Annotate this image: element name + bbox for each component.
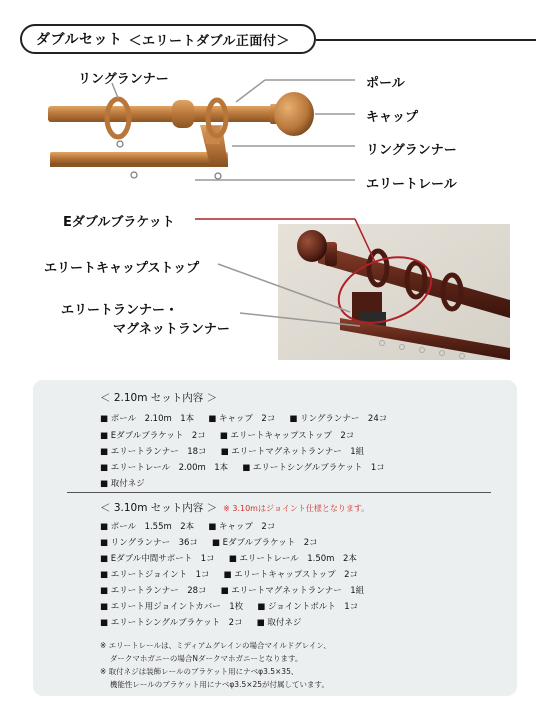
list-item: ■ リングランナー 24コ: [289, 414, 388, 424]
list-item: ■ ジョイントボルト 1コ: [257, 602, 359, 612]
set310-row: [100, 552, 371, 564]
list-item: ■ キャップ 2コ: [208, 414, 276, 424]
pole-set-illustration: [48, 92, 314, 179]
set310-row: [100, 568, 372, 580]
list-item: ■ 取付ネジ: [256, 618, 302, 628]
label-ring-runner-left: リングランナー: [78, 72, 169, 87]
subtitle-text: ＜エリートダブル正面付＞: [128, 33, 290, 49]
footnote: 機能性レールのブラケット用にナベφ3.5×25が付属しています。: [100, 680, 329, 689]
set210-row: [100, 412, 401, 424]
label-elite-runner-line1: エリートランナー・: [61, 303, 179, 318]
title-text: ダブルセット: [36, 32, 123, 48]
list-item: ■ 取付ネジ: [100, 479, 145, 489]
list-item: ■ エリートランナー 18コ: [100, 447, 207, 457]
label-elite-runner-line2: マグネットランナー: [113, 322, 230, 337]
footnote: ※ 取付ネジは装飾レールのブラケット用にナベφ3.5×35、: [100, 667, 299, 676]
list-item: ■ リングランナー 36コ: [100, 538, 198, 548]
set210-row: [100, 445, 378, 457]
label-elite-rail: エリートレール: [366, 177, 457, 192]
section-divider: [67, 492, 491, 493]
footnote: ※ エリートレールは、ミディアムグレインの場合マイルドグレイン、: [100, 641, 331, 650]
list-item: ■ Eダブルブラケット 2コ: [100, 431, 206, 441]
label-e-double-bracket: Eダブルブラケット: [63, 215, 175, 230]
set310-row: [100, 600, 372, 612]
set310-row: [100, 520, 289, 532]
list-item: ■ エリートシングルブラケット 2コ: [100, 618, 243, 628]
set310-row: [100, 536, 332, 548]
list-item: ■ エリートマグネットランナー 1組: [220, 586, 365, 596]
set210-row: [100, 429, 368, 441]
set310-row: [100, 584, 378, 596]
list-item: ■ エリートジョイント 1コ: [100, 570, 210, 580]
label-pole: ポール: [366, 76, 405, 91]
set310-note: ※ 3.10mはジョイント仕様となります。: [223, 504, 370, 513]
set210-row: [100, 477, 159, 489]
list-item: ■ エリート用ジョイントカバー 1枚: [100, 602, 244, 612]
set210-title: ＜ 2.10m セット内容 ＞: [100, 392, 218, 404]
list-item: ■ Eダブル中間サポート 1コ: [100, 554, 215, 564]
set210-row: [100, 461, 399, 473]
label-cap: キャップ: [366, 110, 419, 125]
list-item: ■ キャップ 2コ: [208, 522, 276, 532]
list-item: ■ Eダブルブラケット 2コ: [211, 538, 318, 548]
list-item: ■ エリートキャップストップ 2コ: [219, 431, 355, 441]
list-item: ■ ポール 1.55m 2本: [100, 522, 195, 532]
list-item: ■ エリートマグネットランナー 1組: [220, 447, 365, 457]
list-item: ■ ポール 2.10m 1本: [100, 414, 195, 424]
dark-pole-photo: [278, 224, 510, 360]
label-elite-cap-stop: エリートキャップストップ: [44, 261, 200, 276]
label-ring-runner-right: リングランナー: [366, 143, 457, 158]
set310-row: [100, 616, 315, 628]
list-item: ■ エリートシングルブラケット 1コ: [242, 463, 385, 473]
list-item: ■ エリートキャップストップ 2コ: [223, 570, 359, 580]
set310-title: [100, 500, 369, 515]
set310-title-text: ＜ 3.10m セット内容 ＞: [100, 502, 218, 514]
list-item: ■ エリートレール 1.50m 2本: [228, 554, 357, 564]
list-item: ■ エリートランナー 28コ: [100, 586, 207, 596]
footnote: ダークマホガニーの場合Nダークマホガニーとなります。: [100, 654, 303, 663]
list-item: ■ エリートレール 2.00m 1本: [100, 463, 229, 473]
